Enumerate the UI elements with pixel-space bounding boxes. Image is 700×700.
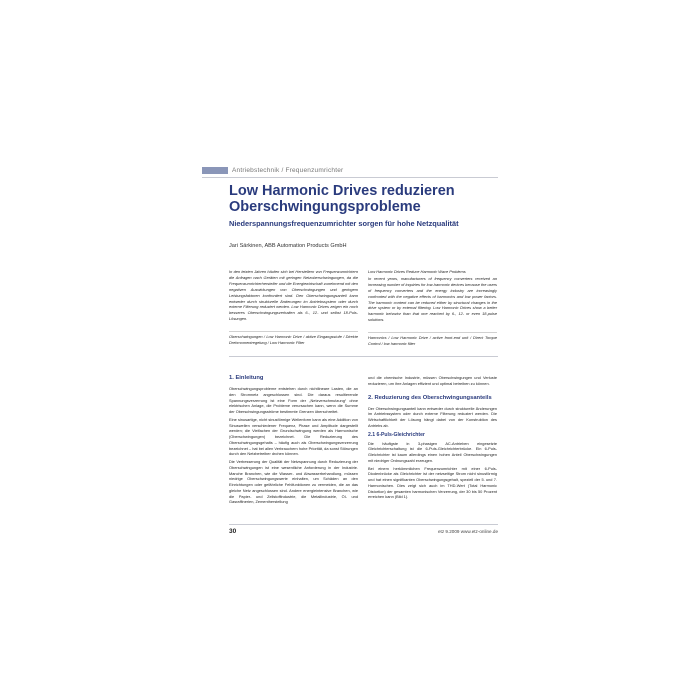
section-2-heading: 2. Reduzierung des Oberschwingungsanteils	[368, 394, 492, 401]
abstract-english-title: Low Harmonic Drives Reduce Harmonic Wave Problems	[368, 269, 466, 274]
body-column-left	[229, 375, 358, 507]
article-subtitle: Niederspannungsfrequenzumrichter sorgen für hohe Netzqualität	[229, 219, 459, 228]
section-1-heading: 1. Einleitung	[229, 375, 264, 381]
footer-source: etz 9.2009 www.etz-online.de	[437, 529, 498, 534]
section-accent-bar	[202, 167, 228, 174]
body-paragraph: Bei einem herkömmlichen Frequenzumrichter mit einer 6-Puls-Diodenbrücke als Gleichrichter ist der netzseitige Strom nicht sinusförmig und hat einen signifikanten Oberschwingungsgehalt, speziell der 5. und 7. Harmonischen. Dies zeigt sich auch im THD-Wert (Total Harmonic Distortion) der gesamten harmonischen Verzerrung, der 30 bis 50 Prozent erreichen kann (Bild 1).	[368, 465, 497, 500]
article-author: Jari Särkinen, ABB Automation Products GmbH	[229, 243, 347, 249]
body-paragraph: Die häufigste in 3-phasigen AC-Antrieben eingesetzte Gleichrichterschaltung ist die 6-Puls-Gleichrichterbrücke. Ein 6-Puls-Gleichrichter ist kaum allerdings einen hohen Anteil Oberschwingungen mit niedriger Ordnungszahl erzeugen.	[368, 440, 497, 463]
header-rule	[202, 177, 498, 178]
keywords-english: Harmonics / Low Harmonic Drive / active front-end unit / Direct Torque Control / low harmonic filter	[368, 332, 497, 347]
body-paragraph: und die chemische Industrie, müssen Oberschwingungen und Verluste reduzieren, um ihre Anlagen effizient und optimal betreiben zu können.	[368, 375, 497, 386]
section-label: Antriebstechnik / Frequenzumrichter	[232, 167, 344, 174]
abstract-english-text: In recent years, manufacturers of frequency converters received an increasing number of inquiries for low-harmonic devices because the users of frequency converters and the energy industry are increasingly confronted with the negative effects of harmonics and low power factors. The harmonic content can be reduced either by structural changes in the drive system or by external filtering. Low Harmonic Drives show a better harmonic behavior than that one reached by 6-, 12- or even 18-pulse solutions.	[368, 275, 497, 323]
body-column-right	[368, 375, 497, 502]
abstract-german	[229, 269, 358, 346]
body-paragraph: Der Oberschwingungsanteil kann entweder durch strukturelle Änderungen im Antriebssystem oder durch externe Filterung reduziert werden. Die Wirtschaftlichkeit der Lösung hängt dabei von der Konstruktion des Antriebs ab.	[368, 405, 497, 428]
section-header	[202, 166, 343, 175]
abstract-divider	[229, 356, 498, 357]
abstract-german-text: In den letzten Jahren häufen sich bei Herstellern von Frequenzumrichtern die Anfragen nach Geräten mit geringen Netzoberschwingungen, da die Frequenzumrichterhersteller und die Energiewirtschaft zunehmend mit den negativen Auswirkungen von Oberschwingungen und geringem Leistungsfaktoren konfrontiert sind. Den Oberschwingungsanteil kann entweder durch strukturelle Änderungen im Antriebssystem oder durch externe Filterung reduziert werden. Low Harmonic Drives zeigen ein noch besseres Oberschwingungsverhalten als 6-, 12- und selbst 18-Puls-Lösungen.	[229, 269, 358, 322]
body-paragraph: Eine sinusartige, nicht sinusförmige Wellenform kann als eine Addition von Sinuswellen verschiedener Frequenz, Phase und Amplitude dargestellt werden; die Vielfachen der Grundschwingung werden als Harmonische (Oberschwingungen) bezeichnet. Die Reduzierung des Oberschwingungsgehalts – häufig auch als Oberschwingungsverzerrung bezeichnet – hat bei allen Verbrauchern hohe Priorität, da sonst Störungen durch den Netzbetreiber drohen können.	[229, 416, 358, 457]
section-2-1-heading: 2.1 6-Puls-Gleichrichter	[368, 431, 425, 438]
page-number: 30	[229, 528, 237, 535]
article-title: Low Harmonic Drives reduzieren Oberschwingungsprobleme	[229, 183, 455, 215]
body-paragraph: Oberschwingungsprobleme entstehen durch nichtlineare Lasten, die an den Stromnetz angeschlossen sind. Die daraus resultierende Spannungsverzerrung ist eine Form der „Netzverschmutzung“ ohne elektrischen Anlage, die Probleme verursachen kann, wenn die Summe der Oberschwingungsströme bestimmte Grenzen überschreitet.	[229, 386, 358, 414]
keywords-german: Oberschwingungen / Low Harmonic Drive / aktive Eingangsstufe / Direkte Drehmomentregelung / Low Harmonic Filter	[229, 331, 358, 346]
footer-rule	[229, 524, 498, 525]
abstract-english	[368, 269, 497, 347]
body-paragraph: Die Verbesserung der Qualität der Netzspannung durch Reduzierung der Oberschwingungen ist eine wesentliche Anforderung in der Industrie. Manche Branchen, wie die Wasser- und Abwasserbehandlung, müssen niedrige Oberschwingungswerte einhalten, um Schäden an den Einrichtungen oder gefährliche Fehlfunktionen zu vermeiden, die an das gleiche Netz angeschlossen sind. Andere energieintensive Branchen, wie die Papier- und Zellstoffindustrie, die Metallindustrie, Öl- und Gasraffinerien, Zementherstellung	[229, 459, 358, 505]
